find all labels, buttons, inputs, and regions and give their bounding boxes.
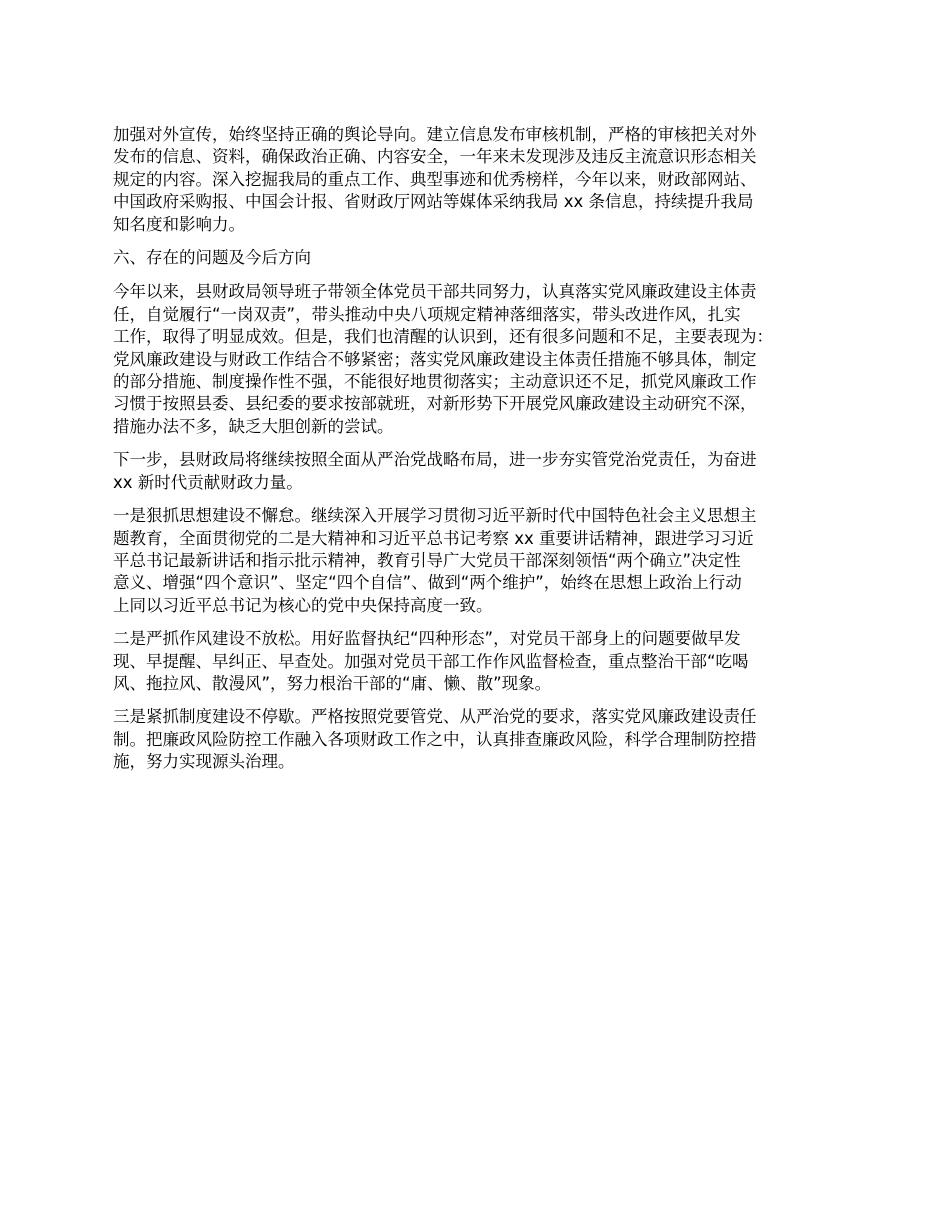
- text-line: 制。把廉政风险防控工作融入各项财政工作之中，认真排查廉政风险，科学合理制防控措: [113, 729, 757, 749]
- text-line: 下一步，县财政局将继续按照全面从严治党战略布局，进一步夯实管党治党责任，为奋进: [113, 450, 757, 470]
- text-line: 加强对外宣传，始终坚持正确的舆论导向。建立信息发布审核机制，严格的审核把关对外: [113, 125, 757, 144]
- text-line: 二是严抓作风建设不放松。用好监督执纪“四种形态”，对党员干部身上的问题要做早发: [113, 629, 741, 649]
- text-line: 上同以习近平总书记为核心的党中央保持高度一致。: [113, 595, 493, 615]
- text-line: 的部分措施、制度操作性不强，不能很好地贯彻落实；主动意识还不足，抓党风廉政工作: [113, 372, 757, 392]
- paragraph-problems: [113, 281, 843, 438]
- paragraph-work-style: [113, 628, 843, 695]
- text-line: 发布的信息、资料，确保政治正确、内容安全，一年来未发现涉及违反主流意识形态相关: [113, 147, 757, 167]
- text-line: 习惯于按照县委、县纪委的要求按部就班，对新形势下开展党风廉政建设主动研究不深，: [113, 394, 757, 414]
- text-line: 任，自觉履行“一岗双责”，带头推动中央八项规定精神落细落实，带头改进作风，扎实: [113, 304, 741, 324]
- text-line: 知名度和影响力。: [113, 214, 245, 234]
- heading-text: 六、存在的问题及今后方向: [113, 248, 311, 268]
- text-line: 一是狠抓思想建设不懈怠。继续深入开展学习贯彻习近平新时代中国特色社会主义思想主: [113, 506, 757, 526]
- text-line: 施，努力实现源头治理。: [113, 752, 295, 772]
- paragraph-ideology: [113, 505, 843, 617]
- text-line: 规定的内容。深入挖掘我局的重点工作、典型事迹和优秀榜样，今年以来，财政部网站、: [113, 169, 757, 189]
- paragraph-institutions: [113, 706, 843, 773]
- section-heading: [113, 247, 843, 269]
- text-line: 意义、增强“四个意识”、坚定“四个自信”、做到“两个维护”，始终在思想上政治上行动: [113, 573, 742, 593]
- document-body: [113, 124, 843, 785]
- text-line: 现、早提醒、早纠正、早查处。加强对党员干部工作作风监督检查，重点整治干部“吃喝: [113, 651, 749, 671]
- text-line: 题教育，全面贯彻党的二是大精神和习近平总书记考察 xx 重要讲话精神，跟进学习习近: [113, 528, 754, 548]
- paragraph-next-step: [113, 449, 843, 494]
- text-line: 中国政府采购报、中国会计报、省财政厅网站等媒体采纳我局 xx 条信息，持续提升我局: [113, 192, 754, 212]
- text-line: 党风廉政建设与财政工作结合不够紧密；落实党风廉政建设主体责任措施不够具体，制定: [113, 349, 757, 369]
- text-line: 平总书记最新讲话和指示批示精神，教育引导广大党员干部深刻领悟“两个确立”决定性: [113, 550, 741, 570]
- text-line: xx 新时代贡献财政力量。: [113, 472, 303, 492]
- text-line: 风、拖拉风、散漫风”，努力根治干部的“庸、懒、散”现象。: [113, 673, 552, 693]
- text-line: 措施办法不多，缺乏大胆创新的尝试。: [113, 416, 394, 436]
- text-line: 三是紧抓制度建设不停歇。严格按照党要管党、从严治党的要求，落实党风廉政建设责任: [113, 707, 757, 727]
- text-line: 今年以来，县财政局领导班子带领全体党员干部共同努力，认真落实党风廉政建设主体责: [113, 282, 757, 302]
- text-line: 工作，取得了明显成效。但是，我们也清醒的认识到，还有很多问题和不足，主要表现为：: [113, 327, 773, 347]
- paragraph-publicity: [113, 124, 843, 236]
